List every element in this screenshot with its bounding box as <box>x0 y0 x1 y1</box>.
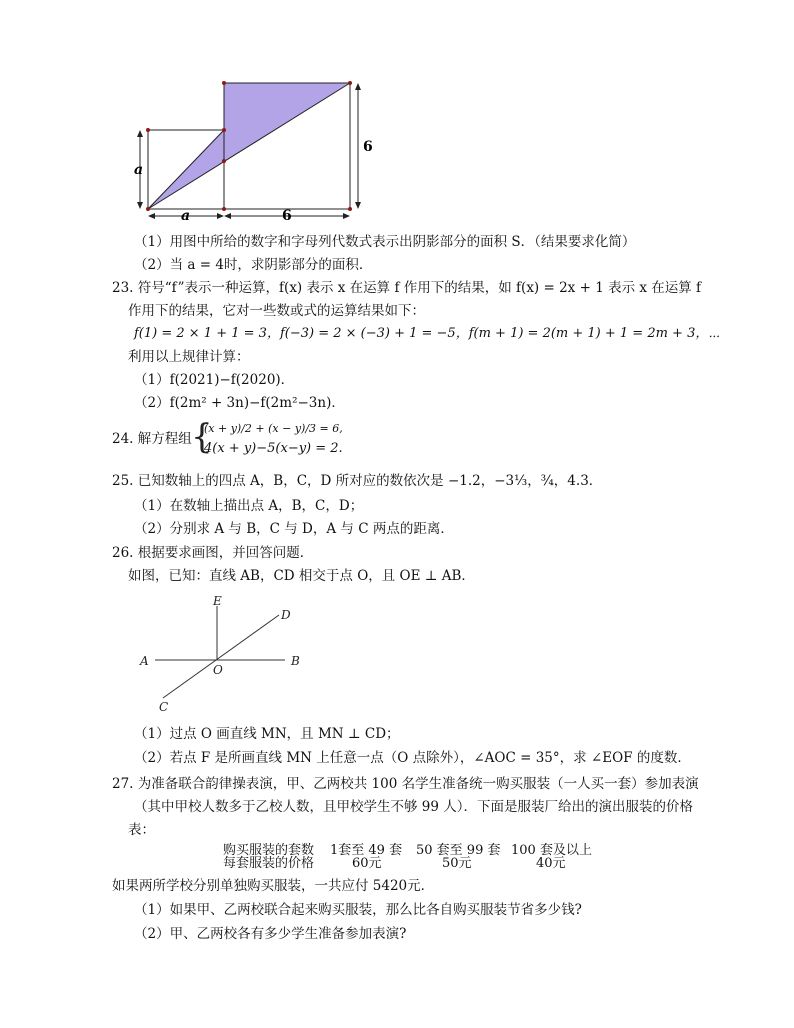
label-6-right: 6 <box>363 139 373 155</box>
table-header-range1: 1套至 49 套 <box>330 843 403 858</box>
table-price-3: 40元 <box>536 856 566 871</box>
table-row-price-label: 每套服装的价格 <box>223 856 315 871</box>
table-price-1: 60元 <box>352 856 382 871</box>
q23-line3: f(1) = 2 × 1 + 1 = 3，f(−3) = 2 × (−3) + 1 = −5，f(m + 1) = 2(m + 1) + 1 = 2m + 3，⋯ <box>134 326 721 341</box>
q26-line1: 26. 根据要求画图，并回答问题． <box>112 545 314 561</box>
label-A: A <box>140 654 149 668</box>
q24-eq2: 4(x + y)−5(x−y) = 2. <box>204 441 343 456</box>
q25-line1: 25. 已知数轴上的四点 A，B，C，D 所对应的数依次是 −1.2，−3⅓，¾，4.3． <box>112 473 603 489</box>
q27-part2: （2）甲、乙两校各有多少学生准备参加表演? <box>134 926 407 942</box>
label-a-bottom: a <box>181 208 191 220</box>
label-a-left: a <box>134 162 144 178</box>
q27-part1: （1）如果甲、乙两校联合起来购买服装，那么比各自购买服装节省多少钱? <box>134 902 582 918</box>
table-header-range3: 100 套及以上 <box>511 843 592 858</box>
label-E: E <box>213 594 222 608</box>
q26-part2: （2）若点 F 是所画直线 MN 上任意一点（O 点除外），∠AOC = 35°，求 ∠EOF 的度数． <box>134 750 691 766</box>
line-CD <box>163 615 279 698</box>
q23-line1: 23. 符号“f”表示一种运算，f(x) 表示 x 在运算 f 作用下的结果，如 f(x) = 2x + 1 表示 x 在运算 f <box>112 280 702 296</box>
q24-prefix: 24. 解方程组 <box>112 431 192 447</box>
q23-line2: 作用下的结果，它对一些数或式的运算结果如下： <box>128 303 425 319</box>
q25-part1: （1）在数轴上描出点 A，B，C，D； <box>134 498 364 514</box>
table-header-qty: 购买服装的套数 <box>223 843 315 858</box>
q23-line4: 利用以上规律计算： <box>128 349 250 365</box>
q24-eq1: (x + y)/2 + (x − y)/3 = 6, <box>204 422 343 435</box>
intersecting-lines-figure <box>135 590 310 715</box>
q22-part1: （1）用图中所给的数字和字母列代数式表示出阴影部分的面积 S．（结果要求化简） <box>134 234 636 250</box>
table-price-2: 50元 <box>442 856 472 871</box>
q26-line2: 如图，已知：直线 AB，CD 相交于点 O，且 OE ⊥ AB． <box>128 568 475 584</box>
label-D: D <box>281 608 291 622</box>
q23-part2: （2）f(2m² + 3n)−f(2m²−3n)． <box>134 395 345 411</box>
q23-part1: （1）f(2021)−f(2020)． <box>134 372 295 388</box>
q22-part2: （2）当 a = 4时，求阴影部分的面积． <box>134 257 373 273</box>
label-O: O <box>213 663 223 677</box>
q27-line2: （其中甲校人数多于乙校人数，且甲校学生不够 99 人）．下面是服装厂给出的演出服装的价格 <box>134 799 694 815</box>
label-B: B <box>291 654 300 668</box>
q27-line3: 表： <box>128 822 155 838</box>
q26-part1: （1）过点 O 画直线 MN，且 MN ⊥ CD； <box>134 726 400 742</box>
label-C: C <box>159 700 169 714</box>
label-6-bottom: 6 <box>282 208 292 220</box>
q27-line4: 如果两所学校分别单独购买服装，一共应付 5420元． <box>112 878 435 894</box>
q24-brace: { <box>191 417 213 457</box>
q27-line1: 27. 为准备联合韵律操表演，甲、乙两校共 100 名学生准备统一购买服装（一人买一套）参加表演 <box>112 776 699 792</box>
table-header-range2: 50 套至 99 套 <box>416 843 501 858</box>
q25-part2: （2）分别求 A 与 B，C 与 D，A 与 C 两点的距离． <box>134 521 454 537</box>
shaded-area-figure <box>128 75 378 220</box>
